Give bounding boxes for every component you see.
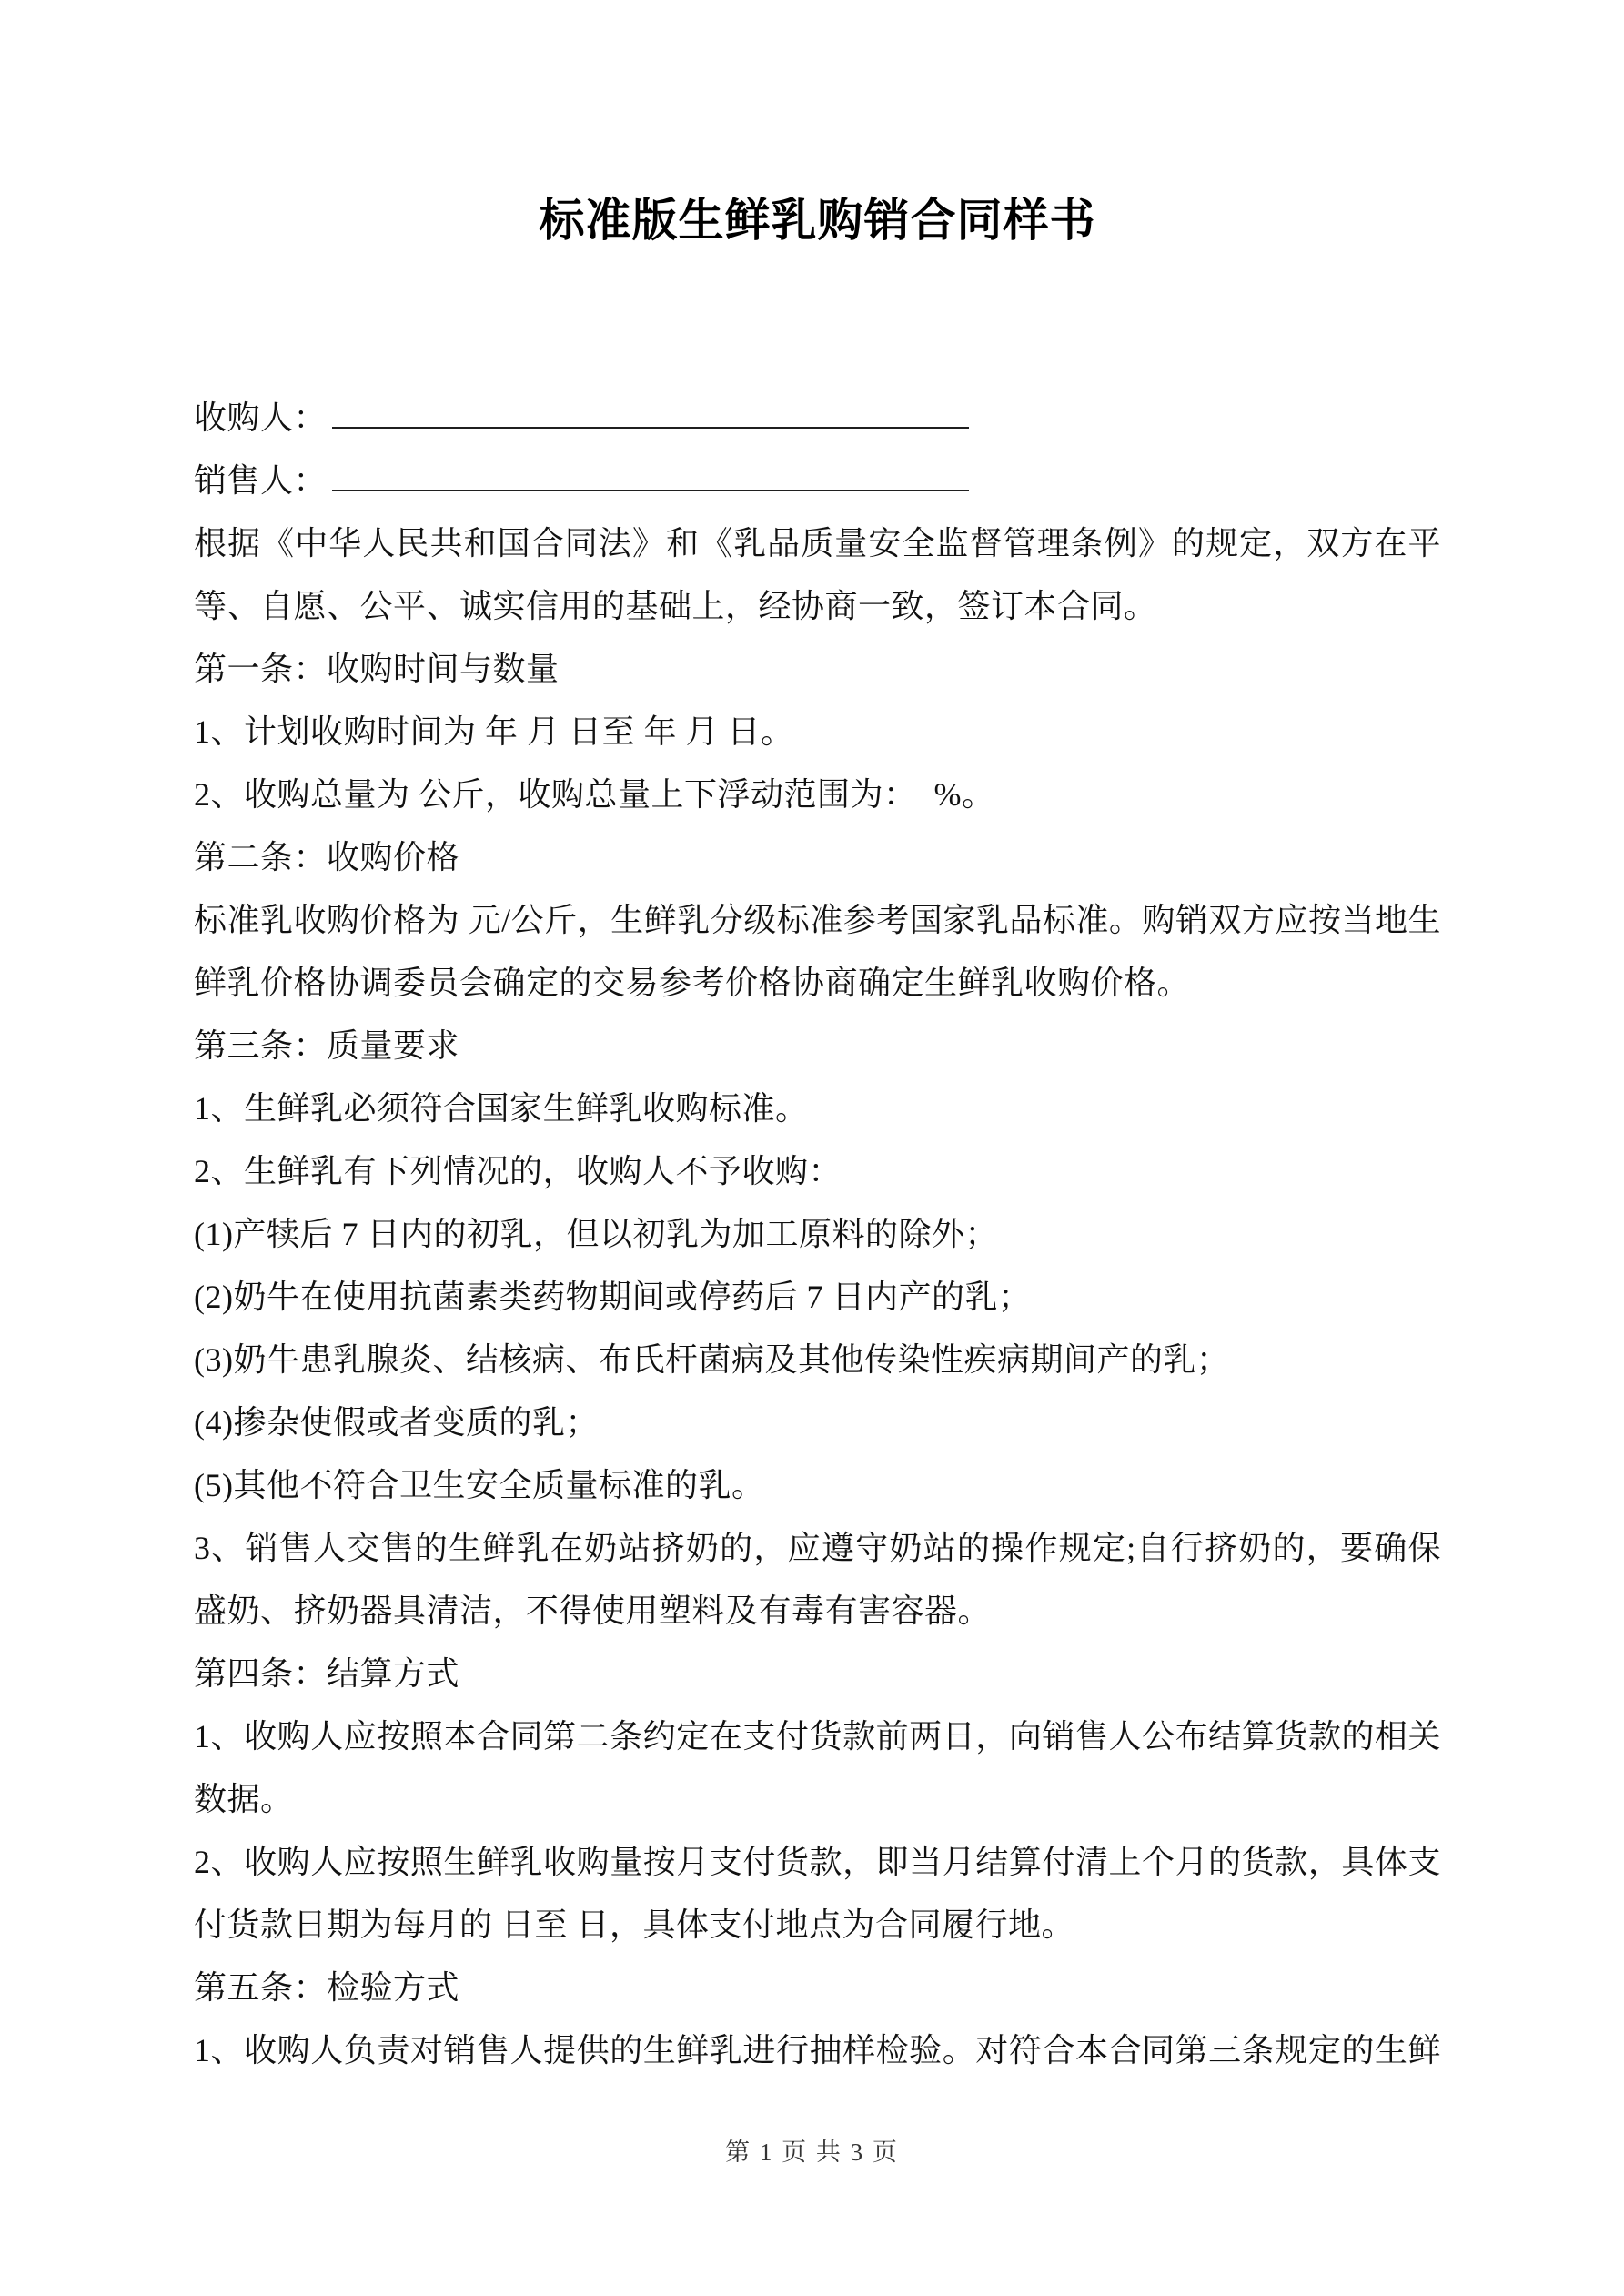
seller-blank-field[interactable]: [332, 457, 969, 491]
party-row-buyer: [194, 387, 1441, 450]
party-row-seller: [194, 450, 1441, 512]
clause-3-subitem-4: (4)掺杂使假或者变质的乳；: [194, 1404, 599, 1441]
page-number-footer: 第 1 页 共 3 页: [725, 2139, 899, 2166]
buyer-label: 收购人：: [194, 400, 328, 436]
clause-3-item-1: 1、生鲜乳必须符合国家生鲜乳收购标准。: [194, 1090, 809, 1127]
clause-3-subitem-2: (2)奶牛在使用抗菌素类药物期间或停药后 7 日内产的乳；: [194, 1279, 1032, 1315]
clause-1-item-1: 1、计划收购时间为 年 月 日至 年 月 日。: [194, 713, 794, 750]
seller-label: 销售人：: [194, 462, 328, 499]
clause-3-item-3: 3、销售人交售的生鲜乳在奶站挤奶的，应遵守奶站的操作规定;自行挤奶的，要确保盛奶、挤奶器具清洁，不得使用塑料及有毒有害容器。: [194, 1530, 1441, 1629]
clause-2-body: 标准乳收购价格为 元/公斤，生鲜乳分级标准参考国家乳品标准。购销双方应按当地生鲜乳价格协调委员会确定的交易参考价格协商确定生鲜乳收购价格。: [194, 902, 1441, 1001]
clause-1-heading: 第一条：收购时间与数量: [194, 651, 560, 687]
clause-3-subitem-1: (1)产犊后 7 日内的初乳，但以初乳为加工原料的除外；: [194, 1216, 998, 1252]
clause-3-subitem-3: (3)奶牛患乳腺炎、结核病、布氏杆菌病及其他传染性疾病期间产的乳；: [194, 1341, 1230, 1378]
preamble-paragraph: 根据《中华人民共和国合同法》和《乳品质量安全监督管理条例》的规定，双方在平等、自愿、公平、诚实信用的基础上，经协商一致，签订本合同。: [194, 525, 1441, 624]
buyer-blank-field[interactable]: [332, 394, 969, 429]
clause-4-heading: 第四条：结算方式: [194, 1655, 460, 1692]
clause-3-item-2: 2、生鲜乳有下列情况的，收购人不予收购：: [194, 1153, 842, 1189]
clause-5-item-1-truncated: 1、收购人负责对销售人提供的生鲜乳进行抽样检验。对符合本合同第三条规定的生鲜: [194, 2032, 1441, 2068]
clause-4-item-2: 2、收购人应按照生鲜乳收购量按月支付货款，即当月结算付清上个月的货款，具体支付货款日期为每月的 日至 日，具体支付地点为合同履行地。: [194, 1844, 1441, 1943]
document-title: 标准版生鲜乳购销合同样书: [539, 195, 1096, 246]
clause-2-heading: 第二条：收购价格: [194, 839, 460, 875]
clause-1-item-2: 2、收购总量为 公斤，收购总量上下浮动范围为： %。: [194, 776, 995, 813]
clause-5-heading: 第五条：检验方式: [194, 1969, 460, 2006]
clause-4-item-1: 1、收购人应按照本合同第二条约定在支付货款前两日，向销售人公布结算货款的相关数据。: [194, 1718, 1441, 1817]
clause-3-heading: 第三条：质量要求: [194, 1027, 460, 1064]
clause-3-subitem-5: (5)其他不符合卫生安全质量标准的乳。: [194, 1467, 765, 1503]
